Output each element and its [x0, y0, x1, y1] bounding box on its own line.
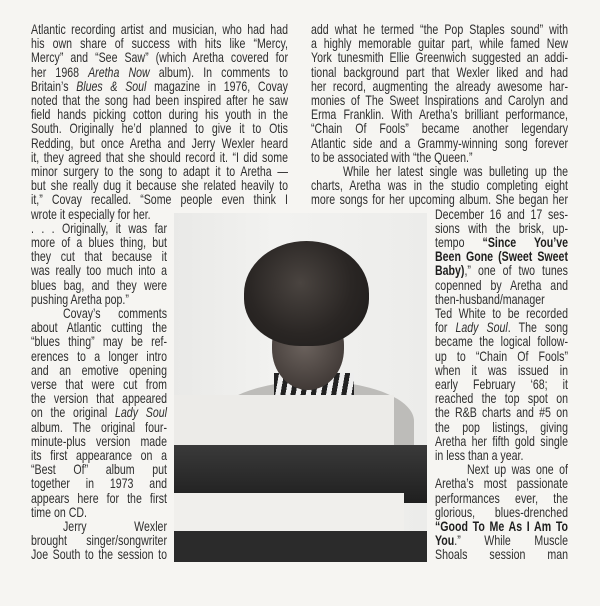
text-line [31, 192, 288, 207]
text-line [311, 136, 568, 151]
text-segment: the version that appeared [31, 391, 167, 407]
text-segment: ,” one of two tunes [464, 263, 568, 279]
text-line [63, 519, 167, 534]
text-line [435, 278, 568, 293]
text-line [31, 79, 288, 94]
text-line [31, 235, 167, 250]
text-line [31, 491, 167, 506]
text-segment: when it was issued in [435, 362, 568, 378]
italic-title: Lady Soul [115, 405, 167, 421]
text-segment: Atlantic recording artist and musician, who had had [31, 22, 288, 37]
text-line [31, 50, 288, 65]
text-line [31, 207, 288, 222]
text-segment: pushing Aretha pop.” [31, 291, 129, 307]
text-line [31, 448, 167, 463]
text-segment: together in 1973 and [31, 476, 167, 492]
text-segment: in less than a year. [435, 448, 524, 463]
text-segment: sions with the brisk, up- [435, 220, 568, 236]
text-line [435, 519, 568, 534]
text-segment: on the original [31, 405, 116, 421]
text-line [311, 121, 568, 136]
text-line [435, 434, 568, 449]
text-segment: up to “Chain Of Fools” [435, 348, 568, 364]
text-line [311, 36, 568, 51]
text-line [435, 420, 568, 435]
text-line [31, 278, 167, 293]
text-line [435, 207, 568, 222]
text-segment: performances ever, the [435, 490, 568, 506]
text-line [31, 363, 167, 378]
photo-hair [244, 241, 369, 346]
text-line [435, 377, 568, 392]
text-line [311, 79, 568, 94]
text-line [435, 263, 568, 278]
text-line [31, 434, 167, 449]
text-line [311, 22, 568, 37]
text-segment: reached the top spot on [435, 391, 568, 407]
text-line [435, 292, 568, 307]
text-segment: December 16 and 17 ses- [435, 206, 568, 222]
text-line [31, 405, 167, 420]
text-segment: Erma Franklin. With Aretha’s brilliant performance, [311, 107, 568, 123]
aretha-franklin-photo [174, 213, 427, 562]
text-segment: Next up was one of [467, 462, 568, 478]
text-segment: it,” Covay recalled. “Some people even think I [31, 192, 288, 208]
text-line [31, 334, 167, 349]
text-line [435, 306, 568, 321]
text-segment: about Atlantic cutting the [31, 320, 167, 336]
text-line [435, 349, 568, 364]
text-segment: “Chain Of Fools” became another legendary [311, 121, 568, 137]
text-segment: it, they agreed that she should record it. “I did some [31, 149, 288, 165]
text-line [435, 405, 568, 420]
text-line [311, 107, 568, 122]
text-segment: “Best Of” album put [31, 462, 167, 478]
text-segment: for [435, 320, 456, 336]
italic-title: Blues & Soul [76, 78, 147, 94]
text-segment: .” While Muscle [454, 533, 568, 549]
text-line [31, 93, 288, 108]
text-segment: copenned by Aretha and [435, 277, 568, 293]
text-segment: tional background part that Wexler liked and had [311, 64, 568, 80]
text-segment: became the logical follow- [435, 334, 568, 350]
text-segment: Joe South to the session to [31, 547, 167, 563]
text-line [63, 306, 167, 321]
text-segment: her record, augmenting the already awesome har- [311, 78, 568, 94]
text-line [31, 136, 288, 151]
text-segment: tempo [435, 235, 483, 250]
text-segment: a highly memorable guitar part, while famed New [311, 36, 568, 52]
text-segment: Aretha her fifth gold single [435, 433, 568, 449]
text-line [31, 547, 167, 562]
text-line [311, 150, 568, 165]
text-line [31, 249, 167, 264]
text-line [31, 320, 167, 335]
text-line [435, 547, 568, 562]
text-line [311, 178, 568, 193]
text-line [31, 391, 167, 406]
text-segment: “blues thing” may be ref- [31, 334, 167, 350]
text-line [311, 65, 568, 80]
text-segment: wrote it especially for her. [31, 206, 151, 222]
text-segment: blues bag, and they were [31, 277, 167, 293]
text-segment: add what he termed “the Pop Staples sound” with [311, 22, 568, 37]
text-line [31, 377, 167, 392]
text-line [435, 235, 568, 250]
text-segment: charts, Aretha was in the studio completing eight [311, 178, 568, 194]
text-segment: then-husband/manager [435, 291, 545, 307]
italic-title: Lady Soul [455, 320, 508, 336]
text-segment: Covay’s comments [63, 306, 167, 321]
bold-song-title: Baby) [435, 263, 465, 279]
text-segment: time on CD. [31, 504, 87, 520]
text-line [31, 65, 288, 80]
text-line [31, 476, 167, 491]
text-segment: Atlantic side and a Grammy-winning song forever [311, 135, 568, 151]
bold-song-title: Been Gone (Sweet Sweet [435, 249, 568, 265]
text-segment: minor surgery to the song to adapt it to Aretha — [31, 164, 288, 179]
text-segment: . The song [507, 320, 568, 336]
text-segment: and an emotive opening [31, 362, 167, 378]
text-segment: was really too much into a [31, 263, 167, 279]
text-line [435, 249, 568, 264]
text-segment: the R&B charts and #5 on [435, 405, 568, 421]
text-segment: they cut that because it [31, 249, 167, 265]
text-line [435, 491, 568, 506]
text-line [31, 349, 167, 364]
text-segment: . . . Originally, it was far [31, 220, 167, 236]
text-segment: field hands picking cotton during his youth in the [31, 107, 288, 123]
bold-song-title: You [435, 533, 455, 549]
text-line [435, 334, 568, 349]
text-line [31, 178, 288, 193]
text-segment: to be associated with “the Queen.” [311, 149, 473, 165]
text-segment: its first appearance on a [31, 448, 167, 463]
text-line [31, 22, 288, 37]
text-segment: the pop listings, giving [435, 419, 568, 435]
text-segment: Britain’s [31, 78, 77, 94]
text-line [31, 533, 167, 548]
text-line [435, 221, 568, 236]
text-segment: but she really dug it because she related heavily to [31, 178, 288, 194]
text-segment: album. The original four- [31, 419, 167, 435]
text-segment: glorious, blues-drenched [435, 504, 568, 520]
text-segment: Mercy” and “See Saw” (which Aretha covered for [31, 50, 288, 66]
text-segment: appears here for the first [31, 490, 167, 506]
text-line [435, 363, 568, 378]
text-line [435, 533, 568, 548]
text-line [31, 36, 288, 51]
text-line [343, 164, 568, 179]
text-segment: album). In comments to [149, 64, 288, 80]
photo-keys [174, 493, 404, 533]
text-segment: more of a blues thing, but [31, 235, 167, 250]
bold-song-title: “Since You’ve [482, 235, 568, 250]
text-line [31, 164, 288, 179]
bold-song-title: “Good To Me As I Am To [435, 519, 568, 534]
text-line [435, 476, 568, 491]
text-line [435, 320, 568, 335]
photo-base [174, 531, 427, 562]
text-segment: Jerry Wexler [63, 519, 167, 534]
text-segment: Shoals session man [435, 547, 568, 563]
text-segment: erences to a longer intro [31, 348, 167, 364]
text-line [31, 221, 167, 236]
text-line [467, 462, 568, 477]
text-segment: noted that the song had been inspired after he saw [31, 93, 288, 108]
text-line [311, 50, 568, 65]
text-line [31, 505, 167, 520]
text-line [31, 292, 167, 307]
text-segment: monies of The Sweet Inspirations and Carolyn and [311, 93, 568, 108]
text-segment: more songs for her upcoming album. She began her [311, 192, 568, 208]
text-segment: magazine in 1976, Covay [146, 78, 288, 94]
text-segment: York tunesmith Ellie Greenwich suggested an addi- [311, 50, 568, 66]
text-segment: brought singer/songwriter [31, 533, 167, 549]
text-line [435, 448, 568, 463]
text-segment: her 1968 [31, 64, 89, 80]
text-line [311, 93, 568, 108]
text-line [31, 462, 167, 477]
text-line [31, 107, 288, 122]
text-line [31, 263, 167, 278]
text-line [31, 121, 288, 136]
text-line [31, 420, 167, 435]
text-line [31, 150, 288, 165]
text-segment: minute-plus version made [31, 433, 167, 449]
text-segment: verse that were cut from [31, 377, 167, 392]
text-segment: Ted White to be recorded [435, 306, 568, 321]
italic-title: Aretha Now [88, 64, 150, 80]
text-line [311, 192, 568, 207]
text-segment: early February ‘68; it [435, 377, 568, 392]
text-segment: Redding, but once Aretha and Jerry Wexler heard [31, 135, 288, 151]
text-segment: his own share of success with hits like “Mercy, [31, 36, 288, 52]
text-segment: South. Originally he’d planned to give it to Otis [31, 121, 288, 137]
text-segment: While her latest single was bulleting up the [343, 164, 568, 179]
text-segment: Aretha’s most passionate [435, 476, 568, 492]
text-line [435, 391, 568, 406]
text-line [435, 505, 568, 520]
